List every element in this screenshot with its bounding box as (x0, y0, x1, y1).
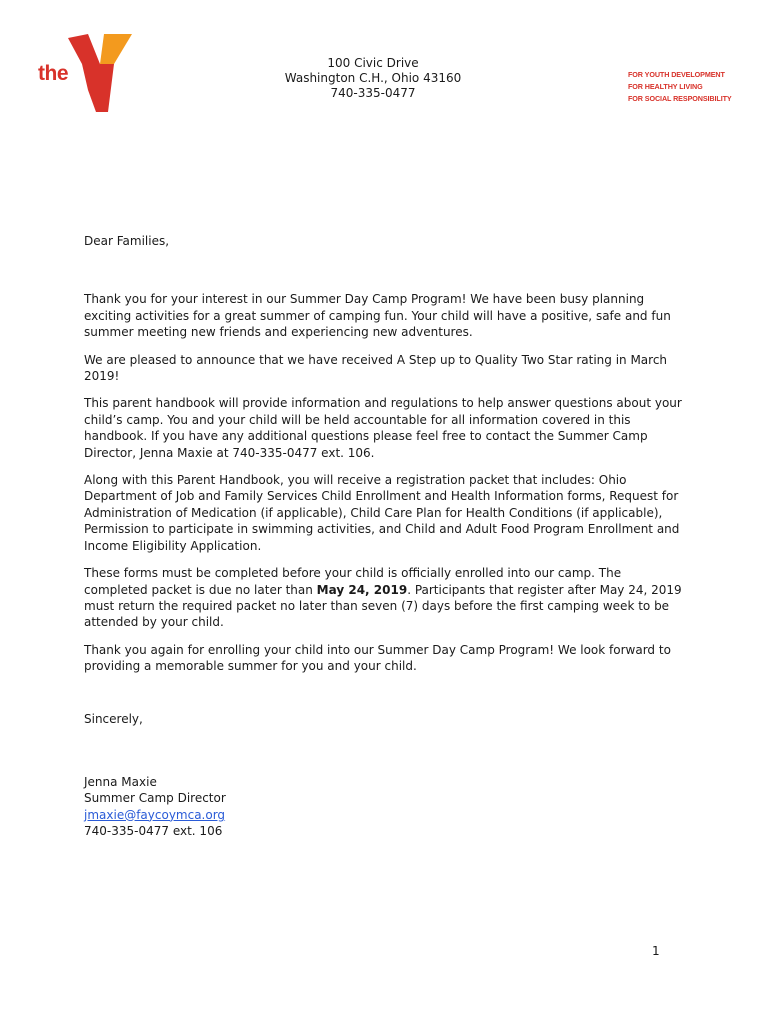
paragraph: Thank you again for enrolling your child into our Summer Day Camp Program! We look forward to providing a memorable summer for you and your child. (84, 642, 671, 674)
address-line: 740-335-0477 (330, 86, 416, 100)
paragraph: Along with this Parent Handbook, you will receive a registration packet that includes: Ohio Department of Job and Family Services Child Enrollment and Health Information forms, Request for Administration of Medication (if applicable), Child Care Plan for Health Conditions (if applicable), Permission to participate in swimming activities, and Child and Adult Food Program Enrollment and Income Eligibility Application. (84, 473, 680, 553)
paragraph: We are pleased to announce that we have received A Step up to Quality Two Star rating in March 2019! (84, 352, 668, 384)
email-link[interactable]: jmaxie@faycoymca.org (84, 807, 226, 822)
greeting: Dear Families, (84, 234, 170, 248)
letterhead-address (270, 56, 476, 101)
tagline-line: FOR HEALTHY LIVING (628, 82, 703, 91)
tagline-line: FOR YOUTH DEVELOPMENT (628, 70, 725, 79)
signer-phone: 740-335-0477 ext. 106 (84, 824, 223, 839)
logo-orange-arm (100, 34, 132, 64)
paragraph (84, 565, 684, 631)
address-line: 100 Civic Drive (327, 56, 419, 70)
closing: Sincerely, (84, 711, 143, 726)
address-line: Washington C.H., Ohio 43160 (284, 71, 462, 85)
signature-block (84, 774, 684, 840)
letter-body (84, 233, 684, 840)
paragraph: This parent handbook will provide information and regulations to help answer questions about your child’s camp. You and your child will be held accountable for all information covered in this handbook. If you have any additional questions please feel free to contact the Summer Camp Director, Jenna Maxie at 740-335-0477 ext. 106. (84, 396, 682, 460)
logo-wordmark: the (38, 62, 68, 85)
signer-name: Jenna Maxie (84, 774, 157, 789)
page-number: 1 (652, 944, 660, 958)
text-span: . Participants that register after May 24, 2019 must return the required packet no later than seven (7) days before the first camping week to be attended by your child. (84, 582, 682, 630)
paragraph: Thank you for your interest in our Summer Day Camp Program! We have been busy planning exciting activities for a great summer of camping fun. Your child will have a positive, safe and fun summer meeting new friends and experiencing new adventures. (84, 292, 671, 340)
tagline-line: FOR SOCIAL RESPONSIBILITY (628, 94, 732, 103)
ymca-tagline (628, 69, 763, 105)
signer-title: Summer Camp Director (84, 791, 226, 806)
due-date: May 24, 2019 (316, 582, 408, 597)
text-span: These forms must be completed before your child is officially enrolled into our camp. The completed packet is due no later than (84, 566, 622, 597)
